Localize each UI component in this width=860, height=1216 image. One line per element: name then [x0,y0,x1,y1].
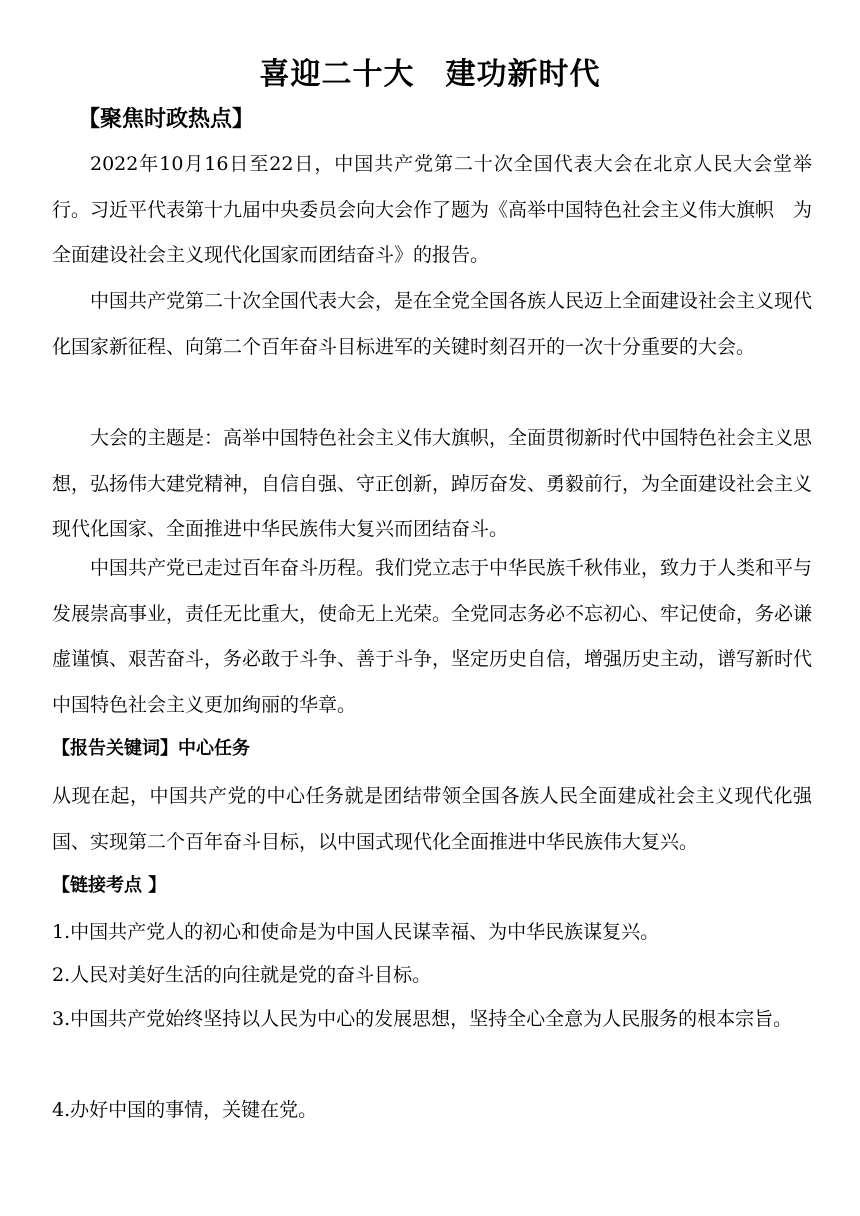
section-heading-keyword: 【报告关键词】中心任务 [52,738,250,759]
paragraph-2: 中国共产党第二十次全国代表大会，是在全党全国各族人民迈上全面建设社会主义现代化国家新征程、向第二个百年奋斗目标进军的关键时刻召开的一次十分重要的大会。 [52,290,813,358]
section-heading-exam-points: 【链接考点 】 [52,875,167,896]
paragraph-1: 2022年10月16日至22日，中国共产党第二十次全国代表大会在北京人民大会堂举行。习近平代表第十九届中央委员会向大会作了题为《高举中国特色社会主义伟大旗帜 为全面建设社会主义现代化国家而团结奋斗》的报告。 [52,153,813,266]
exam-point-item: 1.中国共产党人的初心和使命是为中国人民谋幸福、为中华民族谋复兴。 [52,921,660,943]
exam-point-item: 3.中国共产党始终坚持以人民为中心的发展思想，坚持全心全意为人民服务的根本宗旨。 [52,1008,793,1030]
paragraph-3: 大会的主题是：高举中国特色社会主义伟大旗帜，全面贯彻新时代中国特色社会主义思想，弘扬伟大建党精神，自信自强、守正创新，踔厉奋发、勇毅前行，为全面建设社会主义现代化国家、全面推进中华民族伟大复兴而团结奋斗。 [52,427,813,540]
page-title: 喜迎二十大 建功新时代 [259,57,601,92]
exam-point-item: 2.人民对美好生活的向往就是党的奋斗目标。 [52,964,432,986]
paragraph-4: 中国共产党已走过百年奋斗历程。我们党立志于中华民族千秋伟业，致力于人类和平与发展崇高事业，责任无比重大，使命无上光荣。全党同志务必不忘初心、牢记使命，务必谦虚谨慎、艰苦奋斗，务必敢于斗争、善于斗争，坚定历史自信，增强历史主动，谱写新时代中国特色社会主义更加绚丽的华章。 [52,557,813,716]
keyword-paragraph: 从现在起，中国共产党的中心任务就是团结带领全国各族人民全面建成社会主义现代化强国、实现第二个百年奋斗目标，以中国式现代化全面推进中华民族伟大复兴。 [52,785,812,853]
exam-point-item: 4.办好中国的事情，关键在党。 [52,1099,318,1121]
section-heading-hot-topics: 【聚焦时政热点】 [78,107,255,132]
